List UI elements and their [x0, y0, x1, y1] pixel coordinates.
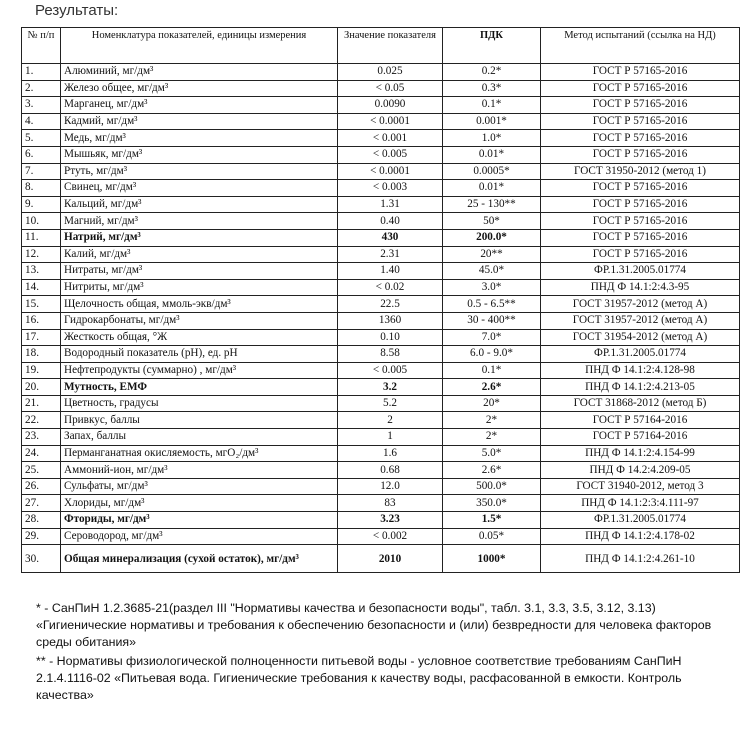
row-name: Аммоний-ион, мг/дм³	[61, 462, 338, 479]
row-pdk: 0.3*	[443, 80, 541, 97]
row-num: 12.	[22, 246, 61, 263]
row-num: 8.	[22, 180, 61, 197]
table-row	[22, 495, 740, 512]
row-name: Перманганатная окисляемость, мгО₂/дм³	[61, 445, 338, 462]
row-pdk: 25 - 130**	[443, 196, 541, 213]
table-row	[22, 528, 740, 545]
row-method: ПНД Ф 14.2:4.209-05	[541, 462, 740, 479]
table-row	[22, 412, 740, 429]
row-value: < 0.02	[338, 279, 443, 296]
row-num: 10.	[22, 213, 61, 230]
row-method: ГОСТ Р 57165-2016	[541, 196, 740, 213]
row-pdk: 6.0 - 9.0*	[443, 346, 541, 363]
row-method: ГОСТ Р 57165-2016	[541, 246, 740, 263]
row-num: 21.	[22, 395, 61, 412]
row-method: ГОСТ Р 57165-2016	[541, 113, 740, 130]
row-num: 25.	[22, 462, 61, 479]
header-num: № п/п	[22, 28, 61, 64]
row-value: 1.40	[338, 263, 443, 280]
row-method: ГОСТ Р 57165-2016	[541, 213, 740, 230]
table-row	[22, 279, 740, 296]
row-num: 9.	[22, 196, 61, 213]
row-num: 26.	[22, 478, 61, 495]
row-value: 3.2	[338, 379, 443, 396]
row-method: ПНД Ф 14.1:2:4.261-10	[541, 545, 740, 573]
results-body	[22, 64, 740, 573]
header-name: Номенклатура показателей, единицы измерения	[61, 28, 338, 64]
row-pdk: 5.0*	[443, 445, 541, 462]
row-method: ГОСТ Р 57164-2016	[541, 429, 740, 446]
results-table	[21, 27, 740, 573]
row-num: 23.	[22, 429, 61, 446]
row-pdk: 1.5*	[443, 512, 541, 529]
row-method: ГОСТ 31954-2012 (метод А)	[541, 329, 740, 346]
row-pdk: 0.001*	[443, 113, 541, 130]
row-num: 16.	[22, 312, 61, 329]
row-name: Натрий, мг/дм³	[61, 229, 338, 246]
row-num: 30.	[22, 545, 61, 573]
row-method: ПНД Ф 14.1:2:4.128-98	[541, 362, 740, 379]
row-name: Щелочность общая, ммоль-экв/дм³	[61, 296, 338, 313]
footnotes	[36, 600, 736, 706]
row-method: ПНД Ф 14.1:2:4.154-99	[541, 445, 740, 462]
row-value: 0.025	[338, 64, 443, 81]
footnote-double-star: ** - Нормативы физиологической полноценности питьевой воды - условное соответствие требованиям СанПиН 2.1.4.1116-02 «Питьевая вода. Гигиенические требования к качеству воды, расфасованной в емкости. Контроль качества»	[36, 654, 682, 702]
row-value: < 0.0001	[338, 163, 443, 180]
row-pdk: 0.2*	[443, 64, 541, 81]
row-name: Водородный показатель (pH), ед. pH	[61, 346, 338, 363]
table-row	[22, 213, 740, 230]
row-pdk: 30 - 400**	[443, 312, 541, 329]
row-method: ПНД Ф 14.1:2:4.178-02	[541, 528, 740, 545]
row-num: 27.	[22, 495, 61, 512]
row-value: 0.68	[338, 462, 443, 479]
row-pdk: 20**	[443, 246, 541, 263]
results-heading: Результаты:	[35, 2, 119, 19]
row-method: ФР.1.31.2005.01774	[541, 346, 740, 363]
row-name: Запах, баллы	[61, 429, 338, 446]
row-value: 1.31	[338, 196, 443, 213]
row-method: ГОСТ Р 57165-2016	[541, 80, 740, 97]
row-name: Магний, мг/дм³	[61, 213, 338, 230]
row-num: 5.	[22, 130, 61, 147]
row-value: 0.0090	[338, 97, 443, 114]
row-method: ГОСТ 31957-2012 (метод А)	[541, 312, 740, 329]
footnote-single-star: * - СанПиН 1.2.3685-21(раздел III "Нормативы качества и безопасности воды", табл. 3.1, 3.3, 3.5, 3.12, 3.13) «Гигиенические нормативы и требования к обеспечению безопасности и (или) безвредности для человека факторов среды обитания»	[36, 601, 712, 649]
row-method: ГОСТ Р 57165-2016	[541, 180, 740, 197]
row-pdk: 0.5 - 6.5**	[443, 296, 541, 313]
row-method: ГОСТ Р 57165-2016	[541, 64, 740, 81]
row-method: ГОСТ Р 57165-2016	[541, 97, 740, 114]
row-num: 15.	[22, 296, 61, 313]
table-row	[22, 64, 740, 81]
row-name: Калий, мг/дм³	[61, 246, 338, 263]
table-row	[22, 130, 740, 147]
table-row	[22, 196, 740, 213]
row-value: < 0.003	[338, 180, 443, 197]
row-pdk: 1000*	[443, 545, 541, 573]
row-pdk: 0.05*	[443, 528, 541, 545]
row-value: < 0.001	[338, 130, 443, 147]
table-row	[22, 163, 740, 180]
row-num: 17.	[22, 329, 61, 346]
row-value: 3.23	[338, 512, 443, 529]
row-method: ГОСТ Р 57164-2016	[541, 412, 740, 429]
row-name: Железо общее, мг/дм³	[61, 80, 338, 97]
row-method: ГОСТ Р 57165-2016	[541, 146, 740, 163]
table-row	[22, 113, 740, 130]
row-value: 2010	[338, 545, 443, 573]
table-row	[22, 545, 740, 573]
row-num: 4.	[22, 113, 61, 130]
row-pdk: 350.0*	[443, 495, 541, 512]
header-pdk: ПДК	[443, 28, 541, 64]
row-value: 0.10	[338, 329, 443, 346]
row-name: Свинец, мг/дм³	[61, 180, 338, 197]
row-method: ФР.1.31.2005.01774	[541, 263, 740, 280]
row-value: 1360	[338, 312, 443, 329]
row-value: < 0.005	[338, 362, 443, 379]
row-name: Алюминий, мг/дм³	[61, 64, 338, 81]
row-value: < 0.002	[338, 528, 443, 545]
row-method: ПНД Ф 14.1:2:4.213-05	[541, 379, 740, 396]
table-row	[22, 478, 740, 495]
row-pdk: 1.0*	[443, 130, 541, 147]
table-row	[22, 429, 740, 446]
row-name: Фториды, мг/дм³	[61, 512, 338, 529]
table-row	[22, 97, 740, 114]
row-name: Марганец, мг/дм³	[61, 97, 338, 114]
row-name: Нефтепродукты (суммарно) , мг/дм³	[61, 362, 338, 379]
row-name: Общая минерализация (сухой остаток), мг/дм³	[61, 545, 338, 573]
row-num: 24.	[22, 445, 61, 462]
row-method: ФР.1.31.2005.01774	[541, 512, 740, 529]
row-value: 5.2	[338, 395, 443, 412]
row-name: Кадмий, мг/дм³	[61, 113, 338, 130]
row-num: 3.	[22, 97, 61, 114]
row-pdk: 7.0*	[443, 329, 541, 346]
table-row	[22, 329, 740, 346]
table-row	[22, 362, 740, 379]
row-num: 18.	[22, 346, 61, 363]
row-pdk: 0.01*	[443, 146, 541, 163]
row-value: 1	[338, 429, 443, 446]
table-row	[22, 263, 740, 280]
row-name: Мышьяк, мг/дм³	[61, 146, 338, 163]
row-method: ГОСТ Р 57165-2016	[541, 229, 740, 246]
table-row	[22, 229, 740, 246]
row-name: Сероводород, мг/дм³	[61, 528, 338, 545]
row-pdk: 0.0005*	[443, 163, 541, 180]
row-method: ГОСТ 31940-2012, метод 3	[541, 478, 740, 495]
row-pdk: 0.01*	[443, 180, 541, 197]
row-num: 19.	[22, 362, 61, 379]
row-name: Цветность, градусы	[61, 395, 338, 412]
row-name: Ртуть, мг/дм³	[61, 163, 338, 180]
row-method: ПНД Ф 14.1:2:4.3-95	[541, 279, 740, 296]
row-value: 8.58	[338, 346, 443, 363]
row-value: 12.0	[338, 478, 443, 495]
row-num: 14.	[22, 279, 61, 296]
row-method: ГОСТ Р 57165-2016	[541, 130, 740, 147]
row-num: 11.	[22, 229, 61, 246]
row-pdk: 20*	[443, 395, 541, 412]
table-header-row	[22, 28, 740, 64]
row-value: < 0.05	[338, 80, 443, 97]
row-pdk: 500.0*	[443, 478, 541, 495]
row-num: 28.	[22, 512, 61, 529]
table-row	[22, 395, 740, 412]
row-name: Жесткость общая, °Ж	[61, 329, 338, 346]
table-row	[22, 146, 740, 163]
row-pdk: 45.0*	[443, 263, 541, 280]
row-value: 2	[338, 412, 443, 429]
row-pdk: 0.1*	[443, 362, 541, 379]
row-name: Нитриты, мг/дм³	[61, 279, 338, 296]
table-row	[22, 462, 740, 479]
row-name: Хлориды, мг/дм³	[61, 495, 338, 512]
row-value: 83	[338, 495, 443, 512]
row-num: 13.	[22, 263, 61, 280]
row-pdk: 2.6*	[443, 379, 541, 396]
row-pdk: 50*	[443, 213, 541, 230]
row-name: Сульфаты, мг/дм³	[61, 478, 338, 495]
header-method: Метод испытаний (ссылка на НД)	[541, 28, 740, 64]
table-row	[22, 180, 740, 197]
header-value: Значение показателя	[338, 28, 443, 64]
row-value: 1.6	[338, 445, 443, 462]
row-num: 20.	[22, 379, 61, 396]
row-pdk: 3.0*	[443, 279, 541, 296]
row-value: < 0.0001	[338, 113, 443, 130]
row-num: 22.	[22, 412, 61, 429]
row-pdk: 0.1*	[443, 97, 541, 114]
row-method: ГОСТ 31957-2012 (метод А)	[541, 296, 740, 313]
table-row	[22, 512, 740, 529]
table-row	[22, 445, 740, 462]
row-method: ПНД Ф 14.1:2:3:4.111-97	[541, 495, 740, 512]
row-pdk: 2*	[443, 429, 541, 446]
row-value: 430	[338, 229, 443, 246]
table-row	[22, 296, 740, 313]
row-method: ГОСТ 31950-2012 (метод 1)	[541, 163, 740, 180]
table-row	[22, 246, 740, 263]
row-pdk: 200.0*	[443, 229, 541, 246]
row-value: 2.31	[338, 246, 443, 263]
row-name: Кальций, мг/дм³	[61, 196, 338, 213]
row-value: < 0.005	[338, 146, 443, 163]
table-row	[22, 80, 740, 97]
table-row	[22, 379, 740, 396]
row-num: 7.	[22, 163, 61, 180]
row-value: 22.5	[338, 296, 443, 313]
table-row	[22, 346, 740, 363]
row-pdk: 2*	[443, 412, 541, 429]
row-num: 29.	[22, 528, 61, 545]
row-name: Нитраты, мг/дм³	[61, 263, 338, 280]
row-value: 0.40	[338, 213, 443, 230]
row-num: 6.	[22, 146, 61, 163]
row-pdk: 2.6*	[443, 462, 541, 479]
row-name: Привкус, баллы	[61, 412, 338, 429]
row-name: Гидрокарбонаты, мг/дм³	[61, 312, 338, 329]
row-name: Медь, мг/дм³	[61, 130, 338, 147]
table-row	[22, 312, 740, 329]
row-name: Мутность, ЕМФ	[61, 379, 338, 396]
row-method: ГОСТ 31868-2012 (метод Б)	[541, 395, 740, 412]
row-num: 1.	[22, 64, 61, 81]
row-num: 2.	[22, 80, 61, 97]
